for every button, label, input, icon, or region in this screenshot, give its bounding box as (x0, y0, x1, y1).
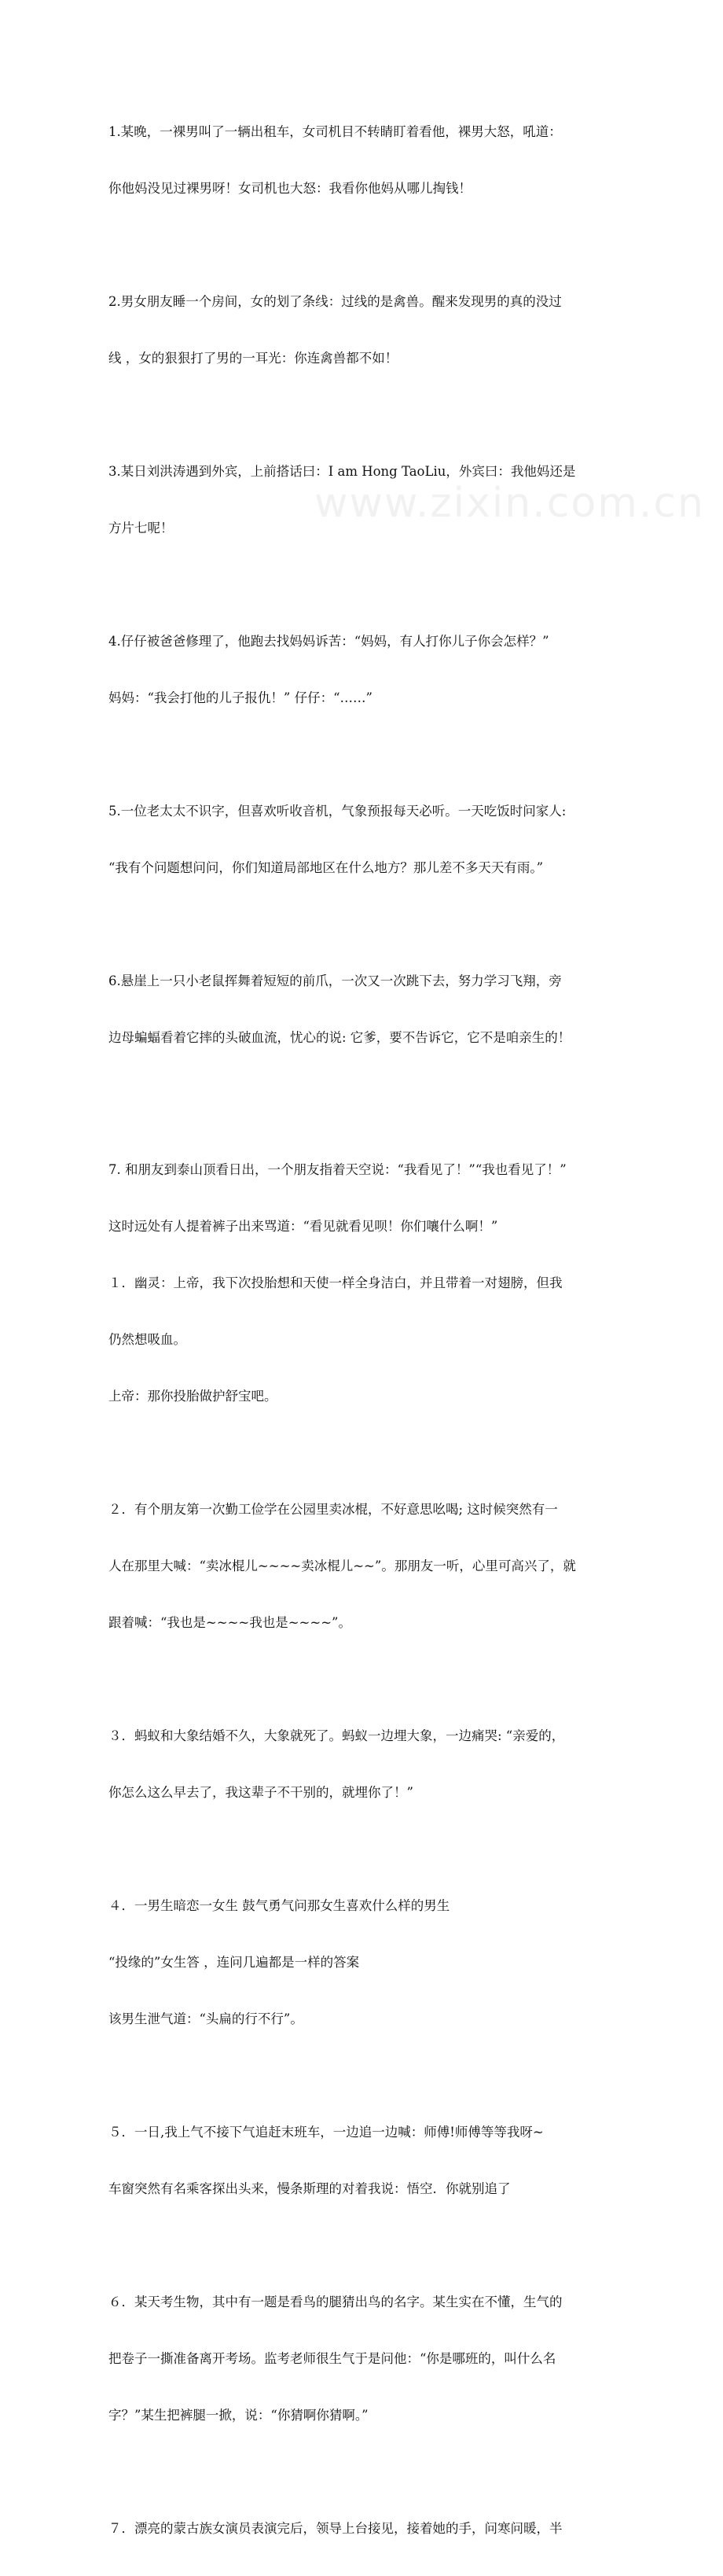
text-line: 3.某日刘洪涛遇到外宾，上前搭话曰：I am Hong TaoLiu，外宾曰：我他妈还是 (108, 464, 576, 479)
text-line: 跟着喊：“我也是~~~~我也是~~~~”。 (108, 1615, 351, 1630)
text-line: 方片七呢！ (108, 521, 174, 535)
text-line: 2.男女朋友睡一个房间，女的划了条线：过线的是禽兽。醒来发现男的真的没过 (108, 294, 562, 309)
paragraph-7 (108, 1123, 618, 1444)
text-line: 字？”某生把裤腿一掀，说：“你猜啊你猜啊。” (108, 2408, 369, 2423)
text-line: 1.某晚，一裸男叫了一辆出租车，女司机目不转睛盯着看他，裸男大怒，吼道： (108, 124, 562, 139)
text-line: ３．蚂蚁和大象结婚不久，大象就死了。蚂蚁一边埋大象，一边痛哭: “亲爱的， (108, 1728, 565, 1743)
text-line: “我有个问题想问问，你们知道局部地区在什么地方？那儿差不多天天有雨。” (108, 860, 544, 875)
text-line: “投缘的”女生答 ，连问几遍都是一样的答案 (108, 1955, 360, 1970)
text-line: ６．某天考生物，其中有一题是看鸟的腿猜出鸟的名字。某生实在不懂，生气的 (108, 2294, 563, 2309)
text-line: 边母蝙蝠看着它摔的头破血流，忧心的说: 它爹，要不告诉它，它不是咱亲生的！ (108, 1030, 571, 1045)
paragraph-6 (108, 934, 618, 1085)
paragraph-4 (108, 594, 618, 745)
text-line: 你他妈没见过裸男呀！女司机也大怒：我看你他妈从哪儿掏钱！ (108, 181, 472, 196)
text-line: 你怎么这么早去了，我这辈子不干别的，就埋你了！” (108, 1785, 413, 1800)
paragraph-13 (108, 2482, 618, 2576)
paragraph-3 (108, 425, 618, 576)
text-line: １．幽灵：上帝，我下次投胎想和天使一样全身洁白，并且带着一对翅膀，但我 (108, 1275, 563, 1290)
document-body (108, 85, 618, 2576)
text-line: 这时远处有人提着裤子出来骂道：“看见就看见呗！你们嚷什么啊！” (108, 1219, 498, 1234)
paragraph-1 (108, 85, 618, 236)
paragraph-11 (108, 2085, 618, 2236)
paragraph-12 (108, 2255, 618, 2463)
text-line: 线 ，女的狠狠打了男的一耳光：你连禽兽都不如！ (108, 351, 398, 366)
text-line: 车窗突然有名乘客探出头来，慢条斯理的对着我说：悟空．你就别追了 (108, 2181, 511, 2196)
text-line: 把卷子一撕准备离开考场。监考老师很生气于是问他：“你是哪班的，叫什么名 (108, 2351, 556, 2366)
text-line: ２．有个朋友第一次勤工俭学在公园里卖冰棍，不好意思吆喝; 这时候突然有一 (108, 1502, 558, 1517)
text-line: ７．漂亮的蒙古族女演员表演完后，领导上台接见，接着她的手，问寒问暖，半 (108, 2521, 563, 2536)
paragraph-8 (108, 1463, 618, 1670)
text-line: 6.悬崖上一只小老鼠挥舞着短短的前爪，一次又一次跳下去，努力学习飞翔，旁 (108, 973, 562, 988)
text-line: 妈妈：“我会打他的儿子报仇！” 仔仔：“……” (108, 690, 373, 705)
watermark: www.zixin.com.cn (314, 480, 705, 527)
text-line: 上帝：那你投胎做护舒宝吧。 (108, 1389, 277, 1404)
paragraph-2 (108, 255, 618, 406)
text-line: 4.仔仔被爸爸修理了，他跑去找妈妈诉苦：“妈妈，有人打你儿子你会怎样？” (108, 634, 549, 649)
paragraph-10 (108, 1859, 618, 2066)
text-line: ４．一男生暗恋一女生 鼓气勇气问那女生喜欢什么样的男生 (108, 1898, 450, 1913)
paragraph-9 (108, 1689, 618, 1840)
text-line: 人在那里大喊：“卖冰棍儿~~~~卖冰棍儿~~”。那朋友一听，心里可高兴了，就 (108, 1558, 576, 1573)
paragraph-5 (108, 764, 618, 915)
text-line: 7. 和朋友到泰山顶看日出，一个朋友指着天空说：“我看见了！”“我也看见了！” (108, 1162, 567, 1177)
text-line: 5.一位老太太不识字，但喜欢听收音机，气象预报每天必听。一天吃饭时问家人: (108, 804, 567, 819)
text-line: ５．一日,我上气不接下气追赶末班车，一边追一边喊：师傅!师傅等等我呀~ (108, 2125, 544, 2140)
text-line: 仍然想吸血。 (108, 1332, 186, 1347)
text-line: 该男生泄气道：“头扁的行不行”。 (108, 2011, 303, 2026)
